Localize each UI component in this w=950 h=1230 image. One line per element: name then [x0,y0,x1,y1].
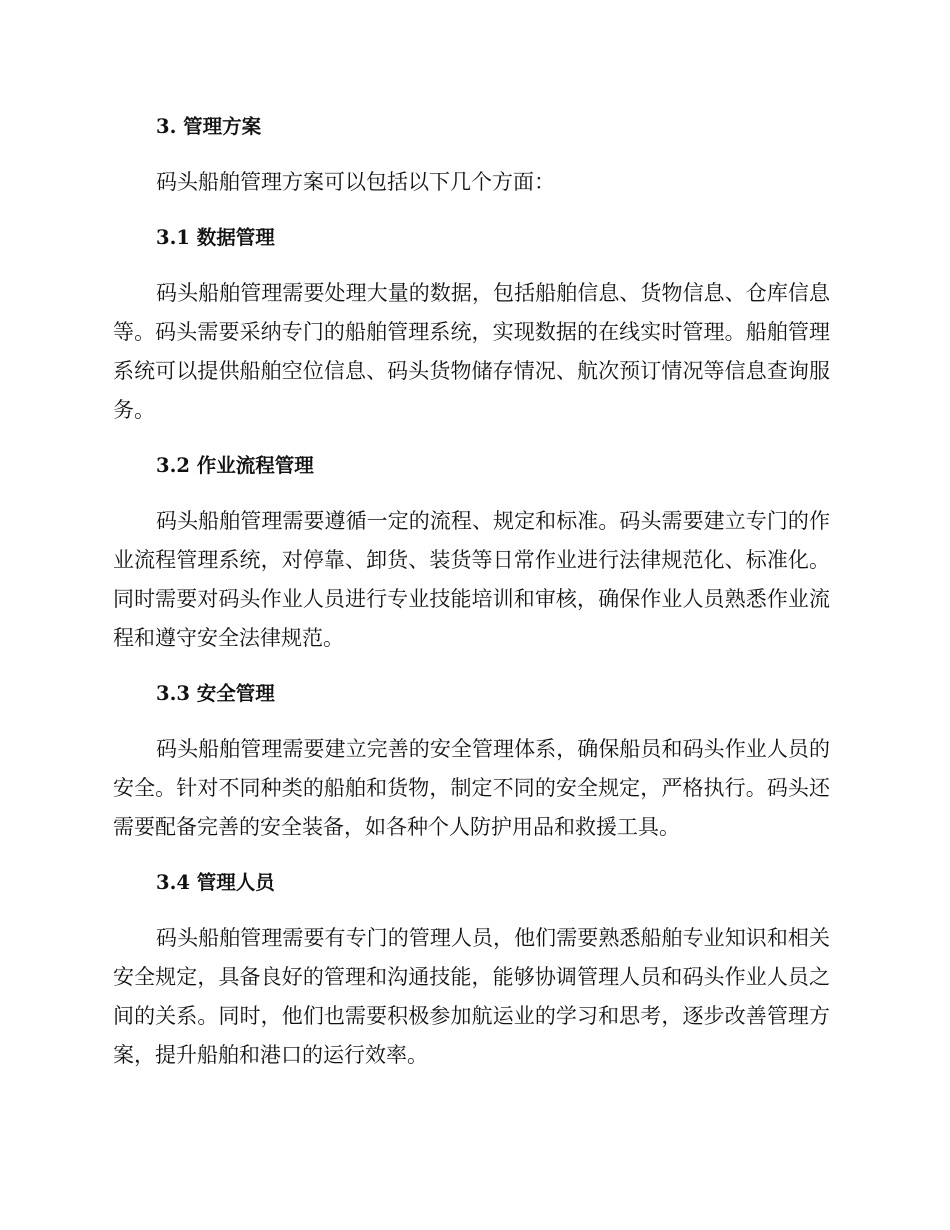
section-title: 3. 管理方案 [156,115,262,138]
subsection-body-workflow-management: 码头船舶管理需要遵循一定的流程、规定和标准。码头需要建立专门的作业流程管理系统，对停靠、卸货、装货等日常作业进行法律规范化、标准化。同时需要对码头作业人员进行专业技能培训和审核，确保作业人员熟悉作业流程和遵守安全法律规范。 [113,509,830,650]
subsection-body-management-staff: 码头船舶管理需要有专门的管理人员，他们需要熟悉船舶专业知识和相关安全规定，具备良好的管理和沟通技能，能够协调管理人员和码头作业人员之间的关系。同时，他们也需要积极参加航运业的学习和思考，逐步改善管理方案，提升船舶和港口的运行效率。 [113,926,830,1067]
subsection-title-workflow-management: 3.2 作业流程管理 [156,454,314,477]
subsection-body-safety-management: 码头船舶管理需要建立完善的安全管理体系，确保船员和码头作业人员的安全。针对不同种类的船舶和货物，制定不同的安全规定，严格执行。码头还需要配备完善的安全装备，如各种个人防护用品和救援工具。 [113,737,830,839]
intro-paragraph: 码头船舶管理方案可以包括以下几个方面： [156,170,555,194]
subsection-body-data-management: 码头船舶管理需要处理大量的数据，包括船舶信息、货物信息、仓库信息等。码头需要采纳专门的船舶管理系统，实现数据的在线实时管理。船舶管理系统可以提供船舶空位信息、码头货物储存情况、航次预订情况等信息查询服务。 [113,281,830,422]
subsection-title-safety-management: 3.3 安全管理 [156,682,275,705]
subsection-title-management-staff: 3.4 管理人员 [156,871,275,894]
subsection-title-data-management: 3.1 数据管理 [156,226,275,249]
